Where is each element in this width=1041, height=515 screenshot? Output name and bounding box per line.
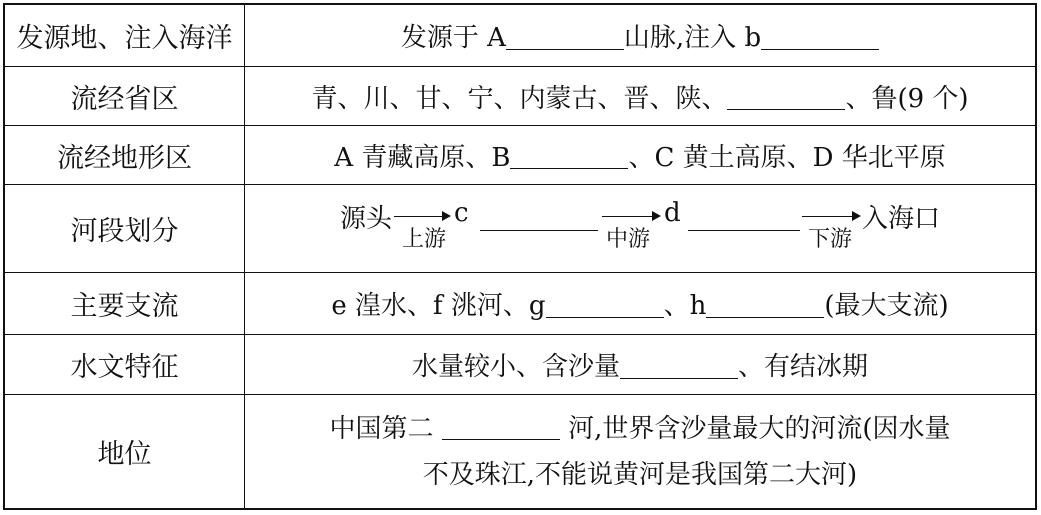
answer-blank-province[interactable] <box>727 82 845 110</box>
arrow-line-middle <box>602 216 654 218</box>
row-label-segments: 河段划分 <box>5 185 245 272</box>
answer-blank-g[interactable] <box>546 289 664 317</box>
row-label-hydrology: 水文特征 <box>5 335 245 394</box>
source-label: 源头 <box>340 203 393 234</box>
answer-blank-b-landform[interactable] <box>510 141 628 169</box>
text-part: 、C 黄土高原、D 华北平原 <box>628 142 946 173</box>
table-row <box>5 67 1035 126</box>
text-part: 山脉,注入 b <box>623 23 762 53</box>
row-content-hydrology <box>245 335 1035 394</box>
lower-reach-label: 下游 <box>808 226 853 252</box>
text-part: 、鲁(9 个) <box>845 83 969 114</box>
row-label-provinces: 流经省区 <box>5 67 245 125</box>
answer-blank-h[interactable] <box>706 289 824 317</box>
point-c-label: c <box>454 197 469 228</box>
table-row <box>5 273 1035 335</box>
answer-blank-b[interactable] <box>761 21 879 49</box>
table-row <box>5 335 1035 395</box>
arrow-head-icon <box>852 211 861 221</box>
answer-blank-c[interactable] <box>480 204 598 231</box>
text-part: 、h <box>663 291 707 321</box>
text-part: 水量较小、含沙量 <box>411 352 620 382</box>
arrow-line-upper <box>394 216 444 218</box>
text-part: (最大支流) <box>824 291 949 321</box>
point-d-label: d <box>664 197 681 228</box>
table-row <box>5 126 1035 185</box>
answer-blank-a[interactable] <box>506 21 624 49</box>
row-content-landforms <box>245 126 1035 184</box>
row-label-tributaries: 主要支流 <box>5 273 245 334</box>
middle-reach-label: 中游 <box>606 226 651 252</box>
row-label-landforms: 流经地形区 <box>5 126 245 184</box>
text-part: 发源于 A <box>400 23 506 53</box>
text-part: 青、川、甘、宁、内蒙古、晋、陕、 <box>311 83 728 114</box>
arrow-line-lower <box>802 216 854 218</box>
row-label-status: 地位 <box>5 395 245 508</box>
row-content-status <box>245 395 1035 508</box>
answer-blank-d[interactable] <box>688 204 800 231</box>
row-content-source <box>245 5 1035 66</box>
arrow-head-icon <box>442 211 451 221</box>
table-row <box>5 395 1035 508</box>
arrow-head-icon <box>652 211 661 221</box>
table-row <box>5 5 1035 67</box>
text-part: A 青藏高原、B <box>334 142 511 173</box>
answer-blank-sediment[interactable] <box>620 350 738 378</box>
text-part: e 湟水、f 洮河、g <box>331 291 546 321</box>
yellow-river-table <box>3 3 1037 510</box>
row-content-provinces <box>245 67 1035 125</box>
row-label-source: 发源地、注入海洋 <box>5 5 245 66</box>
answer-blank-rank[interactable] <box>442 412 560 440</box>
text-part: 河,世界含沙量最大的河流(因水量 <box>568 413 951 444</box>
status-line-2: 不及珠江,不能说黄河是我国第二大河) <box>422 459 858 490</box>
upper-reach-label: 上游 <box>402 226 447 252</box>
text-part: 、有结冰期 <box>738 352 869 382</box>
status-line-1 <box>330 406 951 452</box>
row-content-segments <box>245 185 1035 272</box>
river-segment-diagram <box>340 194 940 264</box>
row-content-tributaries <box>245 273 1035 334</box>
text-part: 中国第二 <box>329 413 434 444</box>
mouth-label: 入海口 <box>862 203 941 234</box>
table-row <box>5 185 1035 273</box>
